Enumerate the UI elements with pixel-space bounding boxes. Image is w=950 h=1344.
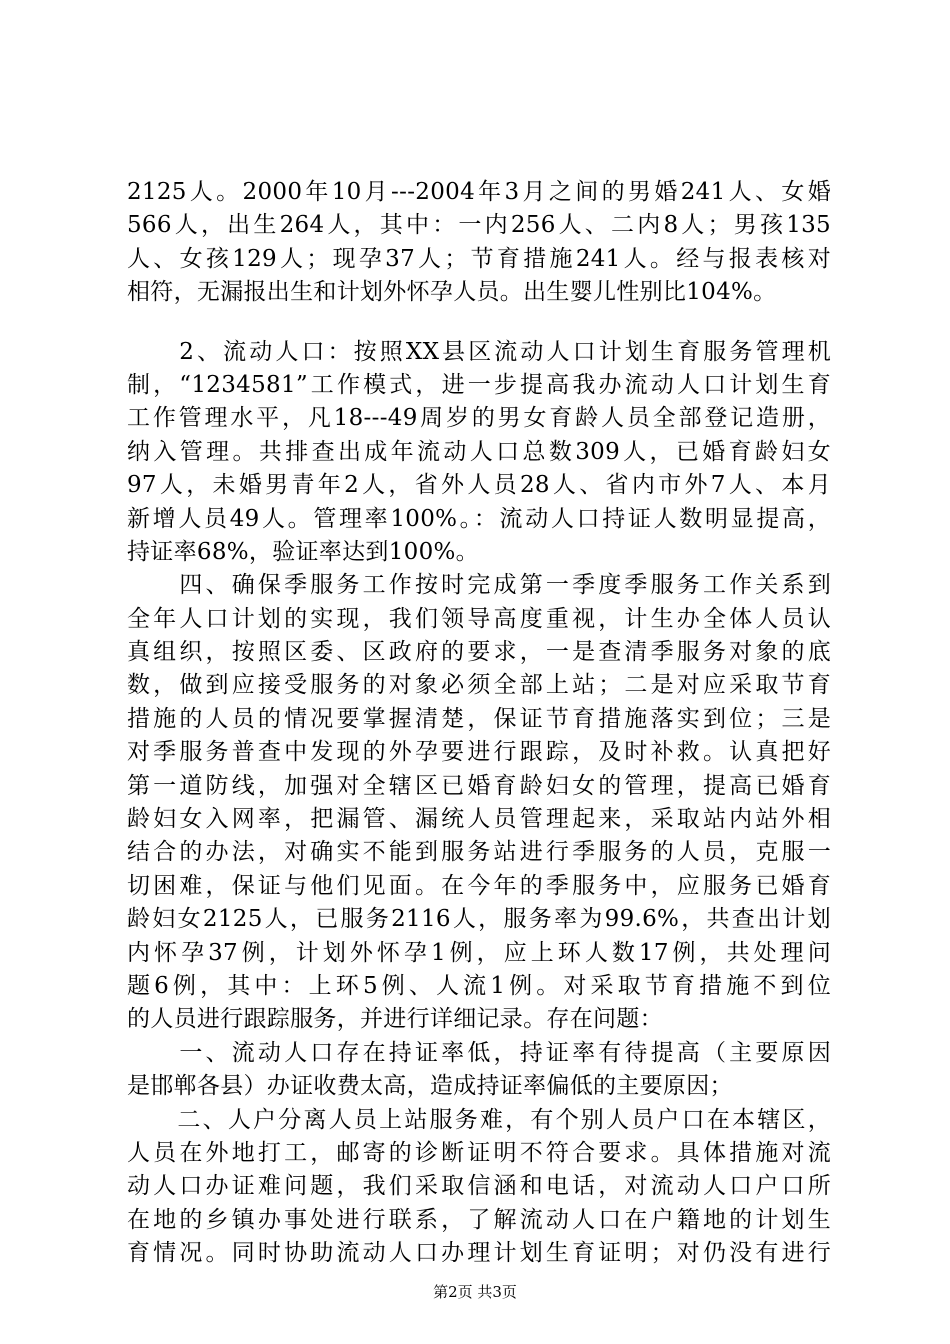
text-line: 全年人口计划的实现，我们领导高度重视，计生办全体人员认 <box>127 605 831 632</box>
text-line: 2125人。2000年10月---2004年3月之间的男婚241人、女婚 <box>127 179 831 205</box>
text-line: 龄妇女2125人，已服务2116人，服务率为99.6%，共查出计划 <box>127 906 831 933</box>
text-line: 纳入管理。共排查出成年流动人口总数309人，已婚育龄妇女 <box>127 438 831 465</box>
text-line: 四、确保季服务工作按时完成第一季度季服务工作关系到 <box>127 572 831 599</box>
document-body <box>127 176 831 1271</box>
text-line: 566人，出生264人，其中：一内256人、二内8人；男孩135 <box>127 212 831 239</box>
paragraph-problem-two <box>127 1104 831 1271</box>
text-line: 持证率68%，验证率达到100%。 <box>127 538 479 565</box>
text-line: 相符，无漏报出生和计划外怀孕人员。出生婴儿性别比104%。 <box>127 279 777 306</box>
paragraph-floating-population <box>127 336 831 570</box>
text-line: 结合的办法，对确实不能到服务站进行季服务的人员，克服一 <box>127 839 831 866</box>
text-line: 制，“1234581”工作模式，进一步提高我办流动人口计划生育 <box>127 371 831 398</box>
text-line: 措施的人员的情况要掌握清楚，保证节育措施落实到位；三是 <box>127 705 831 732</box>
text-line: 人、女孩129人；现孕37人；节育措施241人。经与报表核对 <box>127 245 831 272</box>
text-line: 数，做到应接受服务的对象必须全部上站；二是对应采取节育 <box>127 672 831 699</box>
text-line: 新增人员49人。管理率100%。：流动人口持证人数明显提高， <box>127 505 831 532</box>
text-line: 工作管理水平，凡18---49周岁的男女育龄人员全部登记造册， <box>127 405 831 432</box>
text-line: 在地的乡镇办事处进行联系，了解流动人口在户籍地的计划生 <box>127 1206 831 1233</box>
text-line: 龄妇女入网率，把漏管、漏统人员管理起来，采取站内站外相 <box>127 806 831 833</box>
paragraph-problem-one <box>127 1037 831 1104</box>
page-number-footer: 第2页 共3页 <box>433 1283 517 1301</box>
text-line: 育情况。同时协助流动人口办理计划生育证明；对仍没有进行 <box>127 1240 831 1267</box>
text-line: 切困难，保证与他们见面。在今年的季服务中，应服务已婚育 <box>127 872 831 899</box>
text-line: 人员在外地打工，邮寄的诊断证明不符合要求。具体措施对流 <box>127 1139 831 1166</box>
text-line: 真组织，按照区委、区政府的要求，一是查清季服务对象的底 <box>127 639 831 666</box>
text-line: 的人员进行跟踪服务，并进行详细记录。存在问题： <box>127 1006 663 1033</box>
text-line: 内怀孕37例，计划外怀孕1例，应上环人数17例，共处理问 <box>127 939 831 966</box>
text-line: 二、人户分离人员上站服务难，有个别人员户口在本辖区， <box>127 1106 831 1133</box>
text-line: 动人口办证难问题，我们采取信涵和电话，对流动人口户口所 <box>127 1173 831 1200</box>
text-line: 97人，未婚男青年2人，省外人员28人、省内市外7人、本月 <box>127 472 831 499</box>
text-line: 2、流动人口：按照XX县区流动人口计划生育服务管理机 <box>127 338 831 365</box>
text-line: 是邯郸各县）办证收费太高，造成持证率偏低的主要原因； <box>127 1073 733 1100</box>
text-line: 题6例，其中：上环5例、人流1例。对采取节育措施不到位 <box>127 972 831 999</box>
text-line: 第一道防线，加强对全辖区已婚育龄妇女的管理，提高已婚育 <box>127 772 831 799</box>
text-line: 对季服务普查中发现的外孕要进行跟踪，及时补救。认真把好 <box>127 739 831 766</box>
paragraph-gap <box>127 310 831 336</box>
paragraph-quarterly-service <box>127 569 831 1036</box>
paragraph-statistics <box>127 176 831 310</box>
text-line: 一、流动人口存在持证率低，持证率有待提高（主要原因 <box>127 1039 831 1066</box>
